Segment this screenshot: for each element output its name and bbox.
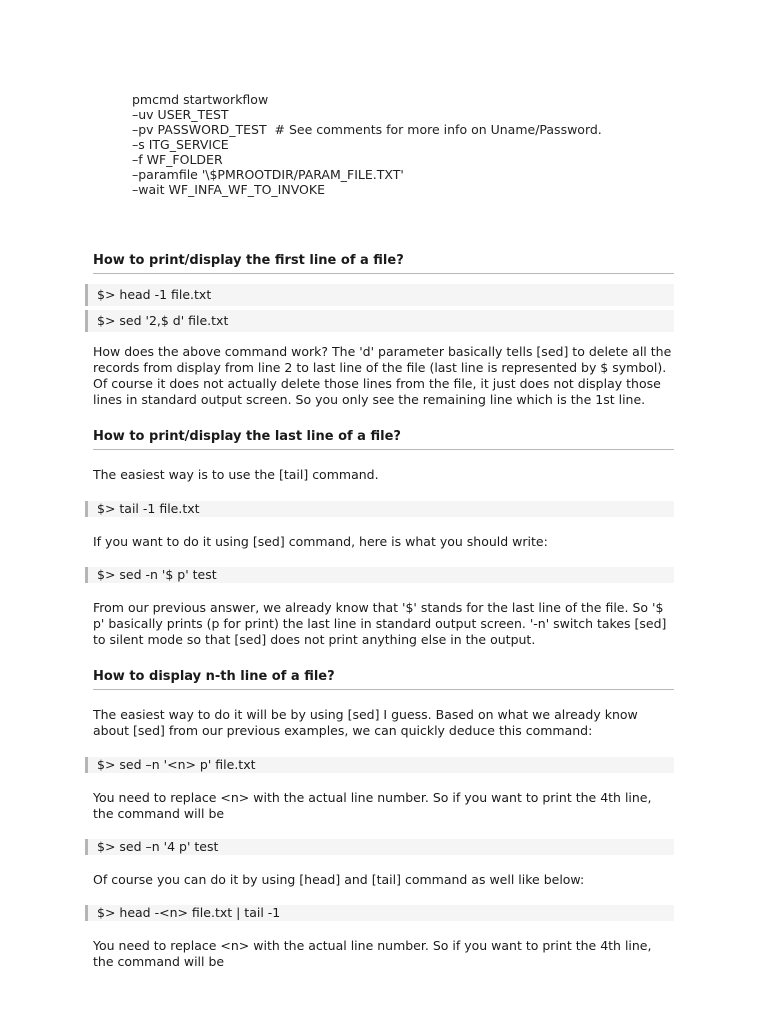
section-heading-nth-line: How to display n-th line of a file? xyxy=(93,668,674,690)
command-line: –paramfile '\$PMROOTDIR/PARAM_FILE.TXT' xyxy=(132,167,404,182)
paragraph: You need to replace <n> with the actual line number. So if you want to print the 4th line, the command will be xyxy=(93,790,652,821)
code-snippet: $> tail -1 file.txt xyxy=(85,501,674,517)
section-heading-last-line: How to print/display the last line of a file? xyxy=(93,428,674,450)
command-line: –wait WF_INFA_WF_TO_INVOKE xyxy=(132,182,325,197)
pmcmd-command-block xyxy=(132,92,692,197)
code-group xyxy=(93,501,674,517)
code-snippet: $> sed -n '$ p' test xyxy=(85,567,674,583)
paragraph: You need to replace <n> with the actual line number. So if you want to print the 4th line, the command will be xyxy=(93,938,652,969)
paragraph: How does the above command work? The 'd' parameter basically tells [sed] to delete all the records from display from line 2 to last line of the file (last line is represented by $ symbol). Of course it does not actually delete those lines from the file, it just does not display those lines in standard output screen. So you only see the remaining line which is the 1st line. xyxy=(93,344,672,407)
article-content xyxy=(93,252,674,982)
command-line: pmcmd startworkflow xyxy=(132,92,269,107)
code-group xyxy=(93,905,674,921)
command-line: –pv PASSWORD_TEST # See comments for more info on Uname/Password. xyxy=(132,122,602,137)
paragraph: Of course you can do it by using [head] and [tail] command as well like below: xyxy=(93,872,585,887)
code-snippet: $> sed –n '<n> p' file.txt xyxy=(85,757,674,773)
code-group xyxy=(93,757,674,773)
command-line: –f WF_FOLDER xyxy=(132,152,223,167)
command-line: –s ITG_SERVICE xyxy=(132,137,229,152)
code-snippet: $> head -<n> file.txt | tail -1 xyxy=(85,905,674,921)
code-group xyxy=(93,839,674,855)
code-group xyxy=(93,567,674,583)
paragraph: If you want to do it using [sed] command, here is what you should write: xyxy=(93,534,548,549)
paragraph: The easiest way is to use the [tail] command. xyxy=(93,467,379,482)
code-snippet: $> sed –n '4 p' test xyxy=(85,839,674,855)
paragraph: The easiest way to do it will be by using [sed] I guess. Based on what we already know about [sed] from our previous examples, we can quickly deduce this command: xyxy=(93,707,638,738)
code-snippet: $> sed '2,$ d' file.txt xyxy=(85,310,674,332)
paragraph: From our previous answer, we already know that '$' stands for the last line of the file. So '$ p' basically prints (p for print) the last line in standard output screen. '-n' switch takes [sed] to silent mode so that [sed] does not print anything else in the output. xyxy=(93,600,667,647)
code-group xyxy=(93,284,674,332)
section-heading-first-line: How to print/display the first line of a file? xyxy=(93,252,674,274)
command-line: –uv USER_TEST xyxy=(132,107,229,122)
code-snippet: $> head -1 file.txt xyxy=(85,284,674,306)
